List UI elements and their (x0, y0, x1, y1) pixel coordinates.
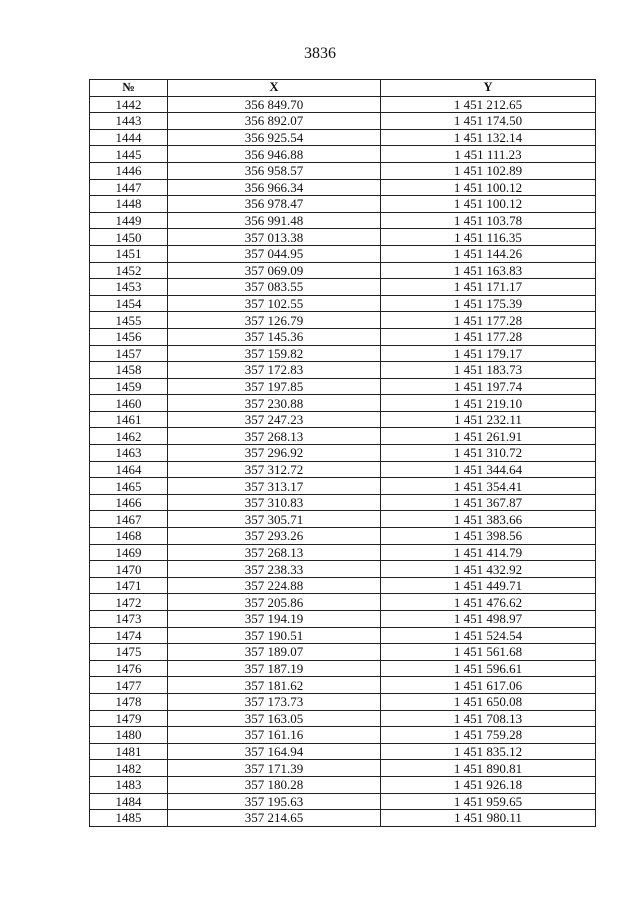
table-row (90, 611, 596, 628)
point-number-cell: 1485 (90, 810, 168, 827)
y-coordinate-cell: 1 451 219.10 (381, 395, 596, 412)
table-row (90, 710, 596, 727)
y-coordinate-cell: 1 451 344.64 (381, 461, 596, 478)
table-row (90, 494, 596, 511)
x-coordinate-cell: 357 310.83 (168, 494, 381, 511)
y-coordinate-cell: 1 451 144.26 (381, 245, 596, 262)
y-coordinate-cell: 1 451 261.91 (381, 428, 596, 445)
x-coordinate-cell: 357 145.36 (168, 328, 381, 345)
point-number-cell: 1468 (90, 528, 168, 545)
point-number-cell: 1448 (90, 196, 168, 213)
point-number-cell: 1470 (90, 561, 168, 578)
x-coordinate-cell: 356 991.48 (168, 212, 381, 229)
point-number-cell: 1447 (90, 179, 168, 196)
point-number-cell: 1455 (90, 312, 168, 329)
table-row (90, 776, 596, 793)
y-coordinate-cell: 1 451 596.61 (381, 660, 596, 677)
y-coordinate-cell: 1 451 650.08 (381, 693, 596, 710)
y-coordinate-cell: 1 451 111.23 (381, 146, 596, 163)
x-coordinate-cell: 357 194.19 (168, 611, 381, 628)
x-coordinate-cell: 357 224.88 (168, 577, 381, 594)
header-number: № (90, 80, 168, 97)
y-coordinate-cell: 1 451 100.12 (381, 179, 596, 196)
x-coordinate-cell: 357 247.23 (168, 411, 381, 428)
table-row (90, 544, 596, 561)
x-coordinate-cell: 357 069.09 (168, 262, 381, 279)
y-coordinate-cell: 1 451 835.12 (381, 743, 596, 760)
table-row (90, 428, 596, 445)
x-coordinate-cell: 357 172.83 (168, 362, 381, 379)
y-coordinate-cell: 1 451 171.17 (381, 279, 596, 296)
x-coordinate-cell: 357 305.71 (168, 511, 381, 528)
y-coordinate-cell: 1 451 163.83 (381, 262, 596, 279)
y-coordinate-cell: 1 451 524.54 (381, 627, 596, 644)
y-coordinate-cell: 1 451 432.92 (381, 561, 596, 578)
point-number-cell: 1454 (90, 295, 168, 312)
x-coordinate-cell: 357 268.13 (168, 544, 381, 561)
table-row (90, 345, 596, 362)
header-y: Y (381, 80, 596, 97)
x-coordinate-cell: 357 293.26 (168, 528, 381, 545)
point-number-cell: 1453 (90, 279, 168, 296)
table-row (90, 245, 596, 262)
y-coordinate-cell: 1 451 116.35 (381, 229, 596, 246)
x-coordinate-cell: 356 966.34 (168, 179, 381, 196)
y-coordinate-cell: 1 451 103.78 (381, 212, 596, 229)
table-row (90, 279, 596, 296)
x-coordinate-cell: 357 083.55 (168, 279, 381, 296)
x-coordinate-cell: 357 173.73 (168, 693, 381, 710)
y-coordinate-cell: 1 451 708.13 (381, 710, 596, 727)
page-number: 3836 (304, 45, 336, 62)
table-row (90, 146, 596, 163)
point-number-cell: 1443 (90, 113, 168, 130)
table-row (90, 693, 596, 710)
point-number-cell: 1467 (90, 511, 168, 528)
table-row (90, 179, 596, 196)
table-row (90, 196, 596, 213)
table-row (90, 295, 596, 312)
point-number-cell: 1472 (90, 594, 168, 611)
x-coordinate-cell: 357 171.39 (168, 760, 381, 777)
table-row (90, 312, 596, 329)
point-number-cell: 1478 (90, 693, 168, 710)
table-row (90, 644, 596, 661)
table-row (90, 96, 596, 113)
point-number-cell: 1482 (90, 760, 168, 777)
table-row (90, 212, 596, 229)
table-header-row (90, 80, 596, 97)
table-row (90, 793, 596, 810)
x-coordinate-cell: 357 163.05 (168, 710, 381, 727)
y-coordinate-cell: 1 451 476.62 (381, 594, 596, 611)
x-coordinate-cell: 356 849.70 (168, 96, 381, 113)
point-number-cell: 1451 (90, 245, 168, 262)
point-number-cell: 1469 (90, 544, 168, 561)
point-number-cell: 1444 (90, 129, 168, 146)
y-coordinate-cell: 1 451 132.14 (381, 129, 596, 146)
y-coordinate-cell: 1 451 179.17 (381, 345, 596, 362)
point-number-cell: 1483 (90, 776, 168, 793)
y-coordinate-cell: 1 451 498.97 (381, 611, 596, 628)
y-coordinate-cell: 1 451 174.50 (381, 113, 596, 130)
point-number-cell: 1445 (90, 146, 168, 163)
point-number-cell: 1471 (90, 577, 168, 594)
x-coordinate-cell: 357 180.28 (168, 776, 381, 793)
point-number-cell: 1450 (90, 229, 168, 246)
y-coordinate-cell: 1 451 177.28 (381, 328, 596, 345)
y-coordinate-cell: 1 451 177.28 (381, 312, 596, 329)
x-coordinate-cell: 357 230.88 (168, 395, 381, 412)
y-coordinate-cell: 1 451 890.81 (381, 760, 596, 777)
table-body (90, 96, 596, 826)
x-coordinate-cell: 357 296.92 (168, 445, 381, 462)
table-row (90, 113, 596, 130)
x-coordinate-cell: 357 195.63 (168, 793, 381, 810)
table-row (90, 511, 596, 528)
point-number-cell: 1462 (90, 428, 168, 445)
point-number-cell: 1459 (90, 378, 168, 395)
point-number-cell: 1466 (90, 494, 168, 511)
y-coordinate-cell: 1 451 398.56 (381, 528, 596, 545)
x-coordinate-cell: 356 946.88 (168, 146, 381, 163)
point-number-cell: 1473 (90, 611, 168, 628)
point-number-cell: 1465 (90, 478, 168, 495)
y-coordinate-cell: 1 451 449.71 (381, 577, 596, 594)
x-coordinate-cell: 357 164.94 (168, 743, 381, 760)
x-coordinate-cell: 357 313.17 (168, 478, 381, 495)
x-coordinate-cell: 357 312.72 (168, 461, 381, 478)
table-row (90, 378, 596, 395)
table-row (90, 594, 596, 611)
table-row (90, 743, 596, 760)
coordinates-table (89, 79, 596, 827)
y-coordinate-cell: 1 451 100.12 (381, 196, 596, 213)
x-coordinate-cell: 357 189.07 (168, 644, 381, 661)
point-number-cell: 1452 (90, 262, 168, 279)
table-row (90, 577, 596, 594)
x-coordinate-cell: 357 181.62 (168, 677, 381, 694)
table-row (90, 727, 596, 744)
y-coordinate-cell: 1 451 383.66 (381, 511, 596, 528)
table-row (90, 677, 596, 694)
table-row (90, 445, 596, 462)
table-row (90, 561, 596, 578)
table-row (90, 362, 596, 379)
table-row (90, 129, 596, 146)
x-coordinate-cell: 357 126.79 (168, 312, 381, 329)
x-coordinate-cell: 357 187.19 (168, 660, 381, 677)
table-row (90, 262, 596, 279)
point-number-cell: 1464 (90, 461, 168, 478)
y-coordinate-cell: 1 451 959.65 (381, 793, 596, 810)
y-coordinate-cell: 1 451 367.87 (381, 494, 596, 511)
table-row (90, 395, 596, 412)
point-number-cell: 1481 (90, 743, 168, 760)
y-coordinate-cell: 1 451 175.39 (381, 295, 596, 312)
y-coordinate-cell: 1 451 197.74 (381, 378, 596, 395)
point-number-cell: 1446 (90, 162, 168, 179)
table-row (90, 528, 596, 545)
x-coordinate-cell: 357 214.65 (168, 810, 381, 827)
point-number-cell: 1475 (90, 644, 168, 661)
x-coordinate-cell: 356 925.54 (168, 129, 381, 146)
x-coordinate-cell: 356 958.57 (168, 162, 381, 179)
point-number-cell: 1460 (90, 395, 168, 412)
table-row (90, 411, 596, 428)
y-coordinate-cell: 1 451 102.89 (381, 162, 596, 179)
x-coordinate-cell: 357 044.95 (168, 245, 381, 262)
y-coordinate-cell: 1 451 414.79 (381, 544, 596, 561)
point-number-cell: 1463 (90, 445, 168, 462)
y-coordinate-cell: 1 451 310.72 (381, 445, 596, 462)
table-row (90, 810, 596, 827)
table-row (90, 328, 596, 345)
table-row (90, 461, 596, 478)
point-number-cell: 1480 (90, 727, 168, 744)
point-number-cell: 1449 (90, 212, 168, 229)
point-number-cell: 1457 (90, 345, 168, 362)
x-coordinate-cell: 356 892.07 (168, 113, 381, 130)
y-coordinate-cell: 1 451 212.65 (381, 96, 596, 113)
point-number-cell: 1474 (90, 627, 168, 644)
y-coordinate-cell: 1 451 926.18 (381, 776, 596, 793)
table-row (90, 229, 596, 246)
x-coordinate-cell: 357 190.51 (168, 627, 381, 644)
point-number-cell: 1477 (90, 677, 168, 694)
point-number-cell: 1456 (90, 328, 168, 345)
point-number-cell: 1484 (90, 793, 168, 810)
y-coordinate-cell: 1 451 617.06 (381, 677, 596, 694)
x-coordinate-cell: 357 268.13 (168, 428, 381, 445)
x-coordinate-cell: 357 013.38 (168, 229, 381, 246)
x-coordinate-cell: 356 978.47 (168, 196, 381, 213)
point-number-cell: 1479 (90, 710, 168, 727)
point-number-cell: 1476 (90, 660, 168, 677)
table-row (90, 660, 596, 677)
y-coordinate-cell: 1 451 561.68 (381, 644, 596, 661)
x-coordinate-cell: 357 197.85 (168, 378, 381, 395)
x-coordinate-cell: 357 161.16 (168, 727, 381, 744)
y-coordinate-cell: 1 451 759.28 (381, 727, 596, 744)
table-row (90, 162, 596, 179)
x-coordinate-cell: 357 205.86 (168, 594, 381, 611)
y-coordinate-cell: 1 451 232.11 (381, 411, 596, 428)
y-coordinate-cell: 1 451 183.73 (381, 362, 596, 379)
x-coordinate-cell: 357 159.82 (168, 345, 381, 362)
header-x: X (168, 80, 381, 97)
table-row (90, 627, 596, 644)
y-coordinate-cell: 1 451 354.41 (381, 478, 596, 495)
y-coordinate-cell: 1 451 980.11 (381, 810, 596, 827)
point-number-cell: 1458 (90, 362, 168, 379)
table-row (90, 760, 596, 777)
table-row (90, 478, 596, 495)
x-coordinate-cell: 357 238.33 (168, 561, 381, 578)
point-number-cell: 1461 (90, 411, 168, 428)
x-coordinate-cell: 357 102.55 (168, 295, 381, 312)
point-number-cell: 1442 (90, 96, 168, 113)
